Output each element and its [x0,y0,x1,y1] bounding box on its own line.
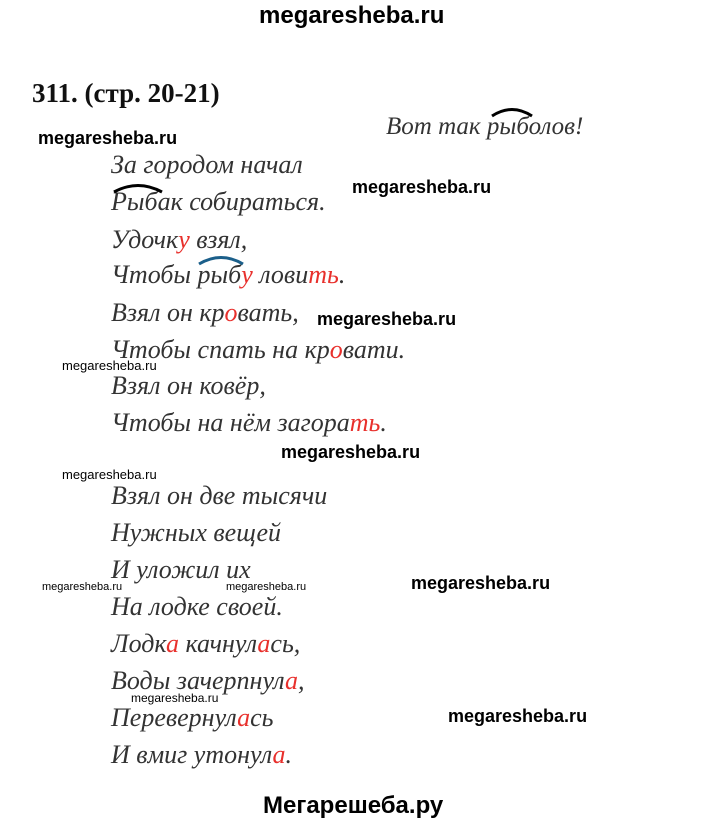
highlighted-letter: о [224,298,238,327]
title-text: рыболов! [486,113,584,140]
root-arc-mark [489,106,535,118]
line-text: Лодк [111,629,166,658]
highlighted-letter: а [165,629,179,658]
watermark: megaresheba.ru [281,442,421,462]
line-text: вать, [237,298,299,327]
line-text: качнул [178,629,258,658]
highlighted-letter: а [257,629,271,658]
poem-line [111,592,283,622]
poem-line [111,518,281,548]
poem-line [111,335,405,365]
highlighted-letter: а [284,666,298,695]
poem-line [111,225,247,255]
watermark: megaresheba.ru [62,467,157,482]
poem-line [111,298,299,328]
line-text: За городом начал [111,150,303,179]
highlighted-letter: у [241,260,253,289]
line-text: И уложил их [111,555,251,584]
poem-line [111,481,327,511]
line-text: сь [250,703,274,732]
line-text: Взял он две тысячи [111,481,328,510]
line-text: . [285,740,293,769]
watermark: megaresheba.ru [131,691,219,705]
exercise-number: 311. (стр. 20-21) [32,78,220,108]
line-text: лови [252,260,309,289]
watermark: megaresheba.ru [448,706,588,726]
footer-watermark: Мегарешеба.ру [263,792,444,819]
highlighted-letter: а [272,740,286,769]
highlighted-letter: ть [349,408,381,437]
watermark: megaresheba.ru [226,581,307,593]
root-word [198,260,242,290]
line-text: рыб [197,260,242,289]
poem-title [386,113,583,141]
root-arc-mark [196,254,246,266]
header-watermark: megaresheba.ru [259,2,445,29]
poem-line [111,703,273,733]
poem-line [111,555,251,585]
poem-line [111,187,326,217]
poem-line [111,371,266,401]
line-text: взял, [189,225,248,254]
watermark: megaresheba.ru [352,177,492,197]
root-word [487,113,583,141]
line-text: Воды зачерпнул [111,666,285,695]
line-text: Чтобы на нём загора [111,408,350,437]
root-arc-mark [111,182,165,194]
line-text: вати. [342,335,406,364]
line-text: Удочк [111,225,179,254]
poem-line [111,666,304,696]
highlighted-letter: у [178,225,190,254]
watermark: megaresheba.ru [38,128,178,148]
line-text: Рыбак собираться. [111,187,326,216]
line-text: Чтобы спать на кр [111,335,330,364]
line-text: На лодке своей. [111,592,283,621]
watermark: megaresheba.ru [42,581,123,593]
line-text: Взял он ковёр, [111,371,266,400]
line-text: Чтобы [111,260,198,289]
highlighted-letter: о [329,335,343,364]
line-text: . [338,260,346,289]
line-text: Взял он кр [111,298,225,327]
root-word [111,187,326,217]
highlighted-letter: а [237,703,251,732]
line-text: , [297,666,305,695]
highlighted-letter: ть [308,260,339,289]
poem-line [111,629,300,659]
line-text: . [380,408,387,437]
watermark: megaresheba.ru [411,573,551,593]
line-text: сь, [270,629,301,658]
poem-line [111,260,345,290]
poem-line [111,740,292,770]
line-text: Перевернул [111,703,238,732]
watermark: megaresheba.ru [62,358,157,373]
line-text: И вмиг утонул [111,740,273,769]
line-text: Нужных вещей [111,518,282,547]
watermark: megaresheba.ru [317,309,457,329]
title-text: Вот так [386,113,487,140]
poem-line [111,408,387,438]
poem-line [111,150,303,180]
